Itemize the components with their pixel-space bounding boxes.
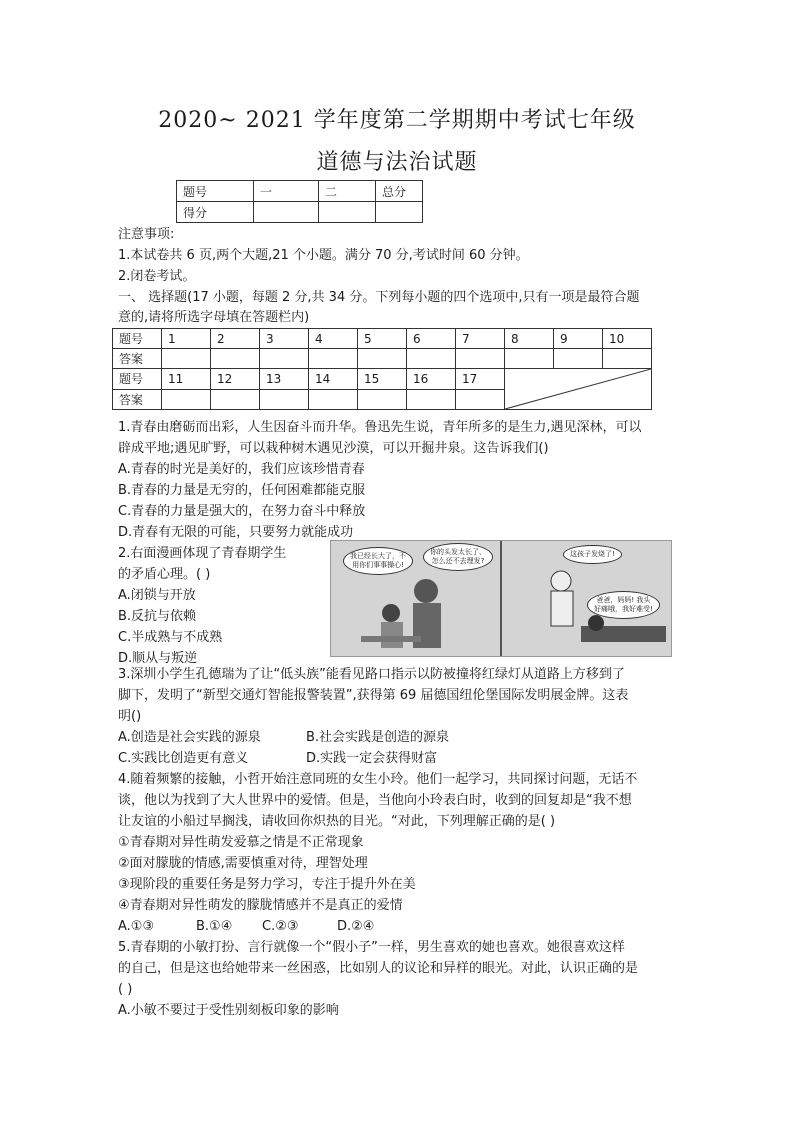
score-table [176, 180, 423, 223]
answer-cell: 12 [211, 369, 260, 390]
comic-bubble-text: 我已经长大了，不 用你们事事操心! [350, 552, 406, 569]
q2-option-b: B.反抗与依赖 [118, 609, 197, 624]
answer-cell: 14 [309, 369, 358, 390]
q5-stem-cont: 的自己，但是这也给她带来一丝困惑，比如别人的议论和异样的眼光。对此，认识正确的是 [118, 961, 639, 976]
q3-option-d: D.实践一定会获得财富 [306, 751, 438, 766]
comic-bubble [563, 545, 622, 564]
q4-statement: ①青春期对异性萌发爱慕之情是不正常现象 [118, 835, 364, 850]
score-cell: 二 [319, 181, 376, 202]
q5-option-a: A.小敏不要过于受性别刻板印象的影响 [118, 1003, 339, 1018]
answer-cell: 6 [407, 329, 456, 349]
score-table-row [177, 181, 423, 202]
answer-cell: 7 [456, 329, 505, 349]
answer-cell: 10 [603, 329, 652, 349]
answer-blank [211, 389, 260, 410]
score-cell [319, 202, 376, 223]
score-cell: 总分 [376, 181, 423, 202]
answer-blank [260, 349, 309, 369]
q4-option-a: A.①③ [118, 919, 155, 934]
q5-stem-cont: ( ) [118, 982, 133, 997]
comic-bubble-text: 爸爸，妈妈! 我头 好痛哦，我好难受! [594, 596, 653, 613]
answer-blank [162, 389, 211, 410]
exam-subject: 道德与法治试题 [316, 150, 478, 175]
q2-option-a: A.闭锁与开放 [118, 588, 196, 603]
answer-cell: 5 [358, 329, 407, 349]
answer-cell: 4 [309, 329, 358, 349]
q1-option-a: A.青春的时光是美好的，我们应该珍惜青春 [118, 462, 365, 477]
answer-cell: 题号 [113, 369, 162, 390]
score-cell: 得分 [177, 202, 254, 223]
q1-option-d: D.青春有无限的可能，只要努力就能成功 [118, 525, 354, 540]
comic-bubble [343, 547, 413, 575]
q1-stem-cont: 辟成平地;遇见旷野，可以栽种树木遇见沙漠，可以开掘井泉。这告诉我们() [118, 441, 549, 456]
q3-stem-cont: 脚下，发明了“新型交通灯智能报警装置”,获得第 69 届德国纽伦堡国际发明展金牌。这表 [118, 688, 629, 703]
answer-cell: 题号 [113, 329, 162, 349]
q4-stem: 4.随着频繁的接触，小哲开始注意同班的女生小玲。他们一起学习，共同探讨问题，无话不 [118, 772, 638, 787]
q1-option-b: B.青春的力量是无穷的，任何困难都能克服 [118, 483, 366, 498]
q2-option-d: D.顺从与叛逆 [118, 651, 198, 666]
comic-bubble [423, 543, 493, 571]
answer-cell: 8 [505, 329, 554, 349]
diagonal-line [505, 369, 651, 409]
answer-blank [554, 349, 603, 369]
answer-blank [456, 349, 505, 369]
answer-table [112, 328, 652, 410]
q3-option-a: A.创造是社会实践的源泉 [118, 730, 261, 745]
answer-blank [358, 389, 407, 410]
q3-option-b: B.社会实践是创造的源泉 [306, 730, 450, 745]
notes-heading: 注意事项: [118, 227, 175, 242]
answer-blank [260, 389, 309, 410]
answer-blank [358, 349, 407, 369]
score-cell [254, 202, 319, 223]
q3-option-c: C.实践比创造更有意义 [118, 751, 249, 766]
answer-table-row [113, 349, 652, 369]
answer-cell: 17 [456, 369, 505, 390]
comic-bubble [587, 591, 660, 619]
q2-stem: 2.右面漫画体现了青春期学生 [118, 546, 287, 561]
q4-stem-cont: 谈，他以为找到了大人世界中的爱情。但是，当他向小玲表白时，收到的回复却是“我不想 [118, 793, 632, 808]
q4-statement: ②面对朦胧的情感,需要慎重对待，理智处理 [118, 856, 368, 871]
answer-blank [309, 389, 358, 410]
comic-image [330, 540, 672, 657]
answer-blank [603, 349, 652, 369]
answer-table-row [113, 369, 652, 390]
comic-bubble-text: 这孩子发烧了! [570, 550, 615, 558]
note-item: 2.闭卷考试。 [118, 269, 196, 284]
note-item: 1.本试卷共 6 页,两个大题,21 个小题。满分 70 分,考试时间 60 分钟。 [118, 248, 529, 263]
score-cell [376, 202, 423, 223]
score-table-row [177, 202, 423, 223]
answer-cell: 3 [260, 329, 309, 349]
score-cell: 一 [254, 181, 319, 202]
answer-cell: 2 [211, 329, 260, 349]
answer-cell: 13 [260, 369, 309, 390]
answer-cell: 11 [162, 369, 211, 390]
answer-table-row [113, 329, 652, 349]
q4-statement: ③现阶段的重要任务是努力学习，专注于提升外在美 [118, 877, 416, 892]
score-cell: 题号 [177, 181, 254, 202]
answer-cell: 9 [554, 329, 603, 349]
answer-cell: 1 [162, 329, 211, 349]
q4-option-d: D.②④ [337, 919, 375, 934]
diagonal-cell [505, 369, 652, 410]
answer-blank [309, 349, 358, 369]
answer-cell: 15 [358, 369, 407, 390]
section-heading: 一、 选择题(17 小题，每题 2 分,共 34 分。下列每小题的四个选项中,只有一项是最符合题 [118, 290, 640, 305]
q1-option-c: C.青春的力量是强大的，在努力奋斗中释放 [118, 504, 366, 519]
answer-blank [505, 349, 554, 369]
section-heading-cont: 意的,请将所选字母填在答题栏内) [118, 310, 310, 325]
answer-blank [456, 389, 505, 410]
q4-option-c: C.②③ [262, 919, 299, 934]
answer-blank [162, 349, 211, 369]
answer-cell: 答案 [113, 389, 162, 410]
q2-stem-cont: 的矛盾心理。( ) [118, 567, 211, 582]
answer-blank [211, 349, 260, 369]
q5-stem: 5.青春期的小敏打扮、言行就像一个“假小子”一样，男生喜欢的她也喜欢。她很喜欢这样 [118, 940, 625, 955]
answer-cell: 答案 [113, 349, 162, 369]
answer-blank [407, 349, 456, 369]
q4-stem-cont: 让友谊的小船过早搁浅，请收回你炽热的目光。“对此，下列理解正确的是( ) [118, 814, 556, 829]
exam-title: 2020~ 2021 学年度第二学期期中考试七年级 [158, 108, 636, 133]
q3-stem-cont: 明() [118, 709, 142, 724]
q2-option-c: C.半成熟与不成熟 [118, 630, 223, 645]
answer-blank [407, 389, 456, 410]
q3-stem: 3.深圳小学生孔德瑞为了让“低头族”能看见路口指示以防被撞将红绿灯从道路上方移到了 [118, 667, 625, 682]
q4-option-b: B.①④ [196, 919, 233, 934]
q4-statement: ④青春期对异性萌发的朦胧情感并不是真正的爱情 [118, 898, 403, 913]
comic-bubble-text: 你的头发太长了， 怎么还不去理发? [430, 548, 486, 565]
answer-cell: 16 [407, 369, 456, 390]
q1-stem: 1.青春由磨砺而出彩，人生因奋斗而升华。鲁迅先生说，青年所多的是生力,遇见深林，可以 [118, 420, 642, 435]
